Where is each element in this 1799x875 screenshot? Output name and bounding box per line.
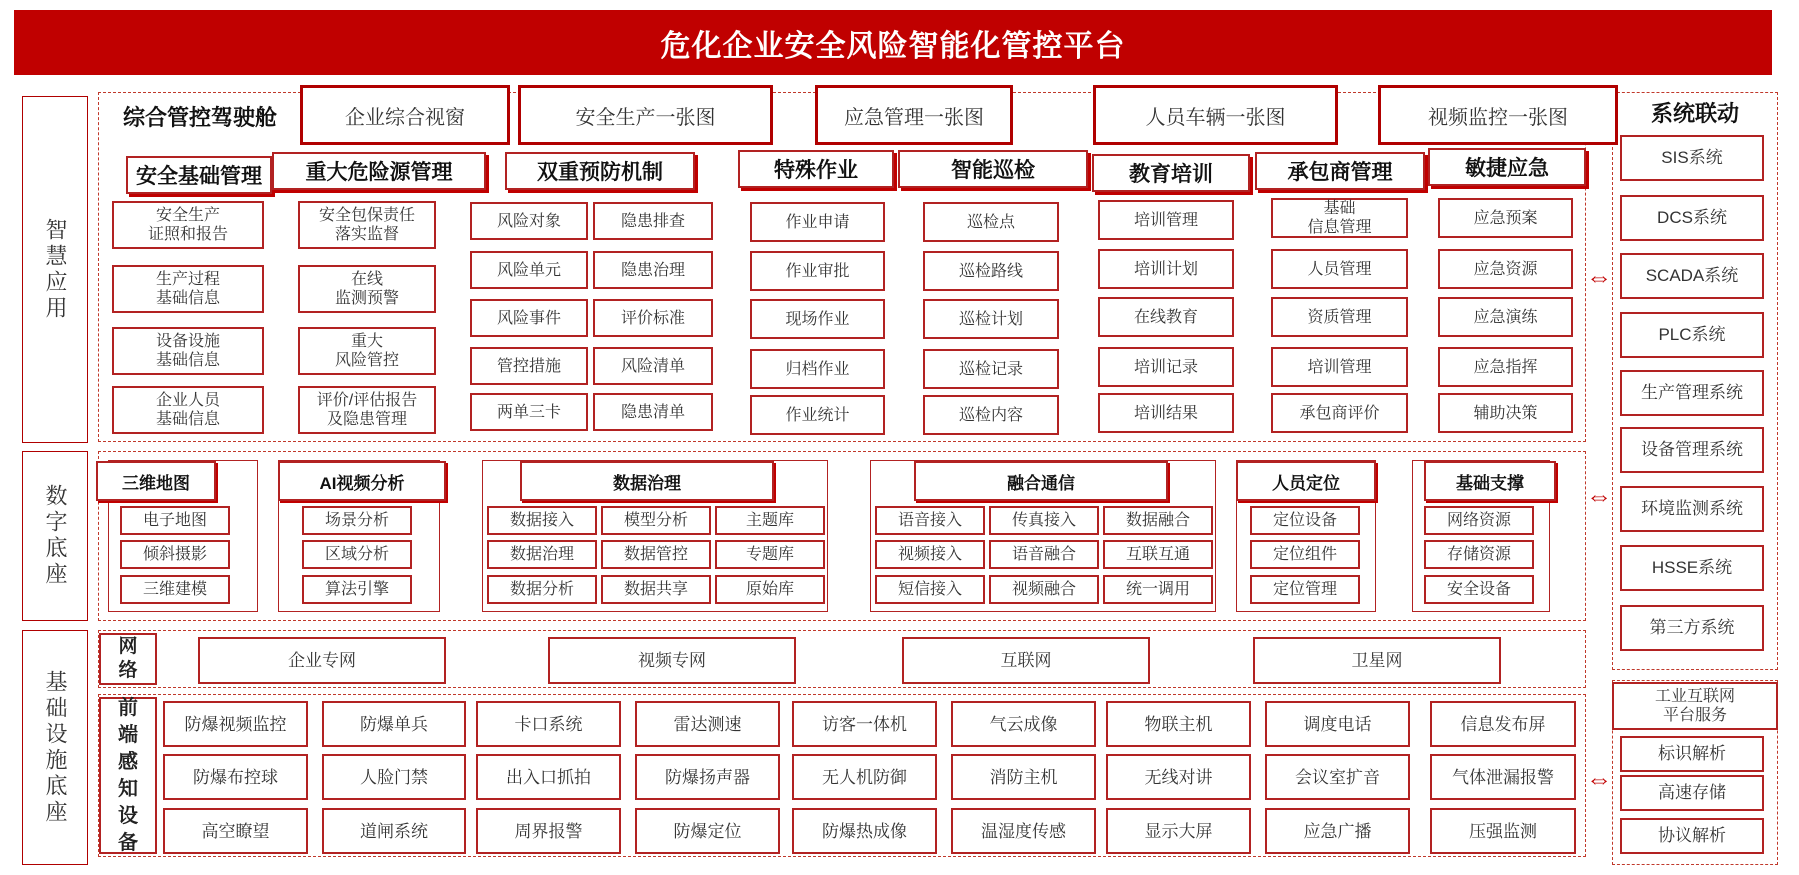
- system-link-item[interactable]: 生产管理系统: [1620, 370, 1764, 416]
- digital-item[interactable]: 数据共享: [601, 575, 711, 604]
- frontend-label: 前 端 感 知 设 备: [99, 697, 157, 854]
- layer-label-smart-app: 智慧应用: [22, 96, 88, 443]
- frontend-device[interactable]: 防爆视频监控: [163, 701, 308, 747]
- digital-group-header: AI视频分析: [278, 461, 446, 501]
- app-item[interactable]: 隐患排查: [593, 202, 713, 240]
- app-item[interactable]: 巡检计划: [923, 299, 1059, 339]
- digital-item[interactable]: 统一调用: [1103, 575, 1213, 604]
- network-item[interactable]: 企业专网: [198, 637, 446, 684]
- app-item[interactable]: 人员管理: [1271, 249, 1408, 289]
- digital-group-header: 数据治理: [520, 461, 774, 501]
- frontend-device[interactable]: 压强监测: [1430, 808, 1576, 854]
- frontend-device[interactable]: 无线对讲: [1106, 754, 1251, 800]
- app-item[interactable]: 辅助决策: [1438, 393, 1573, 433]
- digital-group-header: 融合通信: [914, 461, 1168, 501]
- frontend-device[interactable]: 气云成像: [951, 701, 1096, 747]
- frontend-device[interactable]: 防爆扬声器: [635, 754, 780, 800]
- app-item[interactable]: 培训管理: [1098, 200, 1234, 240]
- app-item[interactable]: 重大 风险管控: [298, 327, 436, 375]
- iiot-title: 工业互联网 平台服务: [1612, 682, 1778, 730]
- app-item[interactable]: 培训计划: [1098, 249, 1234, 289]
- frontend-device[interactable]: 应急广播: [1265, 808, 1410, 854]
- app-item[interactable]: 风险单元: [470, 251, 588, 289]
- digital-item[interactable]: 传真接入: [989, 506, 1099, 535]
- frontend-device[interactable]: 消防主机: [951, 754, 1096, 800]
- app-item[interactable]: 隐患治理: [593, 251, 713, 289]
- digital-item[interactable]: 算法引擎: [302, 575, 412, 604]
- network-item[interactable]: 视频专网: [548, 637, 796, 684]
- iiot-item[interactable]: 标识解析: [1620, 736, 1764, 772]
- app-section-header: 重大危险源管理: [272, 152, 486, 190]
- app-section-header: 教育培训: [1092, 154, 1250, 192]
- link-arrow-icon: ⇔: [1586, 480, 1612, 511]
- cockpit-label: 综合管控驾驶舱: [122, 104, 277, 130]
- system-link-item[interactable]: DCS系统: [1620, 195, 1764, 241]
- digital-item[interactable]: 数据管控: [601, 540, 711, 569]
- frontend-device[interactable]: 道闸系统: [322, 808, 466, 854]
- cockpit-tab[interactable]: 安全生产一张图: [518, 85, 773, 145]
- digital-item[interactable]: 定位组件: [1250, 540, 1360, 569]
- link-arrow-icon: ⇔: [1586, 261, 1612, 292]
- digital-item[interactable]: 数据治理: [487, 540, 597, 569]
- frontend-device[interactable]: 出入口抓拍: [476, 754, 621, 800]
- app-item[interactable]: 生产过程 基础信息: [112, 265, 264, 313]
- app-item[interactable]: 培训管理: [1271, 347, 1408, 387]
- digital-item[interactable]: 数据接入: [487, 506, 597, 535]
- frontend-device[interactable]: 气体泄漏报警: [1430, 754, 1576, 800]
- app-item[interactable]: 现场作业: [750, 299, 885, 339]
- app-item[interactable]: 安全包保责任 落实监督: [298, 201, 436, 249]
- app-item[interactable]: 应急指挥: [1438, 347, 1573, 387]
- digital-item[interactable]: 电子地图: [120, 506, 230, 535]
- frontend-device[interactable]: 防爆布控球: [163, 754, 308, 800]
- app-section-header: 特殊作业: [738, 150, 894, 188]
- app-item[interactable]: 作业审批: [750, 251, 885, 291]
- cockpit-tab[interactable]: 视频监控一张图: [1378, 85, 1618, 145]
- frontend-device[interactable]: 信息发布屏: [1430, 701, 1576, 747]
- cockpit-tab[interactable]: 应急管理一张图: [815, 85, 1013, 145]
- app-item[interactable]: 归档作业: [750, 349, 885, 389]
- digital-item[interactable]: 短信接入: [875, 575, 985, 604]
- app-item[interactable]: 风险对象: [470, 202, 588, 240]
- digital-item[interactable]: 网络资源: [1424, 506, 1534, 535]
- system-link-item[interactable]: SCADA系统: [1620, 253, 1764, 299]
- app-item[interactable]: 管控措施: [470, 347, 588, 385]
- layer-label-infra: 基础设施底座: [22, 630, 88, 865]
- app-item[interactable]: 安全生产 证照和报告: [112, 201, 264, 249]
- frontend-device[interactable]: 防爆定位: [635, 808, 780, 854]
- link-arrow-icon: ⇔: [1586, 763, 1612, 794]
- app-item[interactable]: 培训结果: [1098, 393, 1234, 433]
- app-item[interactable]: 培训记录: [1098, 347, 1234, 387]
- system-link-item[interactable]: 设备管理系统: [1620, 427, 1764, 473]
- app-item[interactable]: 基础 信息管理: [1271, 198, 1408, 238]
- app-item[interactable]: 巡检点: [923, 202, 1059, 242]
- digital-group-header: 三维地图: [96, 461, 216, 501]
- digital-item[interactable]: 模型分析: [601, 506, 711, 535]
- frontend-device[interactable]: 雷达测速: [635, 701, 780, 747]
- digital-item[interactable]: 互联互通: [1103, 540, 1213, 569]
- app-item[interactable]: 风险事件: [470, 299, 588, 337]
- app-item[interactable]: 风险清单: [593, 347, 713, 385]
- app-item[interactable]: 隐患清单: [593, 393, 713, 431]
- page-title: 危化企业安全风险智能化管控平台: [14, 10, 1772, 75]
- frontend-device[interactable]: 防爆单兵: [322, 701, 466, 747]
- app-item[interactable]: 作业申请: [750, 202, 885, 242]
- frontend-device[interactable]: 会议室扩音: [1265, 754, 1410, 800]
- digital-item[interactable]: 语音接入: [875, 506, 985, 535]
- frontend-device[interactable]: 周界报警: [476, 808, 621, 854]
- app-item[interactable]: 应急预案: [1438, 198, 1573, 238]
- network-label: 网 络: [99, 633, 157, 685]
- network-item[interactable]: 互联网: [902, 637, 1150, 684]
- app-item[interactable]: 应急演练: [1438, 297, 1573, 337]
- cockpit-tab[interactable]: 企业综合视窗: [300, 85, 510, 145]
- digital-item[interactable]: 三维建模: [120, 575, 230, 604]
- app-item[interactable]: 在线教育: [1098, 297, 1234, 337]
- app-section-header: 安全基础管理: [126, 156, 272, 194]
- digital-group-header: 人员定位: [1236, 461, 1376, 501]
- digital-item[interactable]: 定位管理: [1250, 575, 1360, 604]
- layer-label-digital-base: 数字底座: [22, 451, 88, 621]
- digital-item[interactable]: 视频接入: [875, 540, 985, 569]
- app-item[interactable]: 作业统计: [750, 395, 885, 435]
- iiot-item[interactable]: 协议解析: [1620, 818, 1764, 854]
- app-section-header: 智能巡检: [898, 150, 1088, 188]
- digital-item[interactable]: 语音融合: [989, 540, 1099, 569]
- system-link-item[interactable]: HSSE系统: [1620, 545, 1764, 591]
- digital-item[interactable]: 安全设备: [1424, 575, 1534, 604]
- app-section-header: 双重预防机制: [505, 152, 695, 190]
- digital-item[interactable]: 场景分析: [302, 506, 412, 535]
- digital-item[interactable]: 数据融合: [1103, 506, 1213, 535]
- digital-item[interactable]: 定位设备: [1250, 506, 1360, 535]
- app-section-header: 承包商管理: [1255, 152, 1425, 190]
- app-item[interactable]: 资质管理: [1271, 297, 1408, 337]
- app-item[interactable]: 巡检内容: [923, 395, 1059, 435]
- digital-item[interactable]: 倾斜摄影: [120, 540, 230, 569]
- digital-item[interactable]: 视频融合: [989, 575, 1099, 604]
- app-item[interactable]: 评价标准: [593, 299, 713, 337]
- frontend-device[interactable]: 显示大屏: [1106, 808, 1251, 854]
- frontend-device[interactable]: 物联主机: [1106, 701, 1251, 747]
- digital-item[interactable]: 存储资源: [1424, 540, 1534, 569]
- frontend-device[interactable]: 高空瞭望: [163, 808, 308, 854]
- app-item[interactable]: 设备设施 基础信息: [112, 327, 264, 375]
- system-link-item[interactable]: SIS系统: [1620, 135, 1764, 181]
- digital-item[interactable]: 区域分析: [302, 540, 412, 569]
- frontend-device[interactable]: 人脸门禁: [322, 754, 466, 800]
- digital-item[interactable]: 主题库: [715, 506, 825, 535]
- app-item[interactable]: 应急资源: [1438, 249, 1573, 289]
- app-section-header: 敏捷应急: [1428, 148, 1586, 186]
- app-item[interactable]: 巡检记录: [923, 349, 1059, 389]
- frontend-device[interactable]: 温湿度传感: [951, 808, 1096, 854]
- digital-item[interactable]: 数据分析: [487, 575, 597, 604]
- digital-group-header: 基础支撑: [1424, 461, 1556, 501]
- frontend-device[interactable]: 防爆热成像: [792, 808, 937, 854]
- system-link-item[interactable]: 第三方系统: [1620, 605, 1764, 651]
- frontend-device[interactable]: 卡口系统: [476, 701, 621, 747]
- iiot-item[interactable]: 高速存储: [1620, 775, 1764, 811]
- frontend-device[interactable]: 访客一体机: [792, 701, 937, 747]
- network-item[interactable]: 卫星网: [1253, 637, 1501, 684]
- app-item[interactable]: 在线 监测预警: [298, 265, 436, 313]
- app-item[interactable]: 评价/评估报告 及隐患管理: [298, 386, 436, 434]
- app-item[interactable]: 承包商评价: [1271, 393, 1408, 433]
- cockpit-tab[interactable]: 人员车辆一张图: [1093, 85, 1338, 145]
- frontend-device[interactable]: 无人机防御: [792, 754, 937, 800]
- app-item[interactable]: 两单三卡: [470, 393, 588, 431]
- app-item[interactable]: 巡检路线: [923, 251, 1059, 291]
- system-link-item[interactable]: 环境监测系统: [1620, 486, 1764, 532]
- system-link-title: 系统联动: [1650, 100, 1739, 126]
- system-link-item[interactable]: PLC系统: [1620, 312, 1764, 358]
- digital-item[interactable]: 专题库: [715, 540, 825, 569]
- frontend-device[interactable]: 调度电话: [1265, 701, 1410, 747]
- digital-item[interactable]: 原始库: [715, 575, 825, 604]
- app-item[interactable]: 企业人员 基础信息: [112, 386, 264, 434]
